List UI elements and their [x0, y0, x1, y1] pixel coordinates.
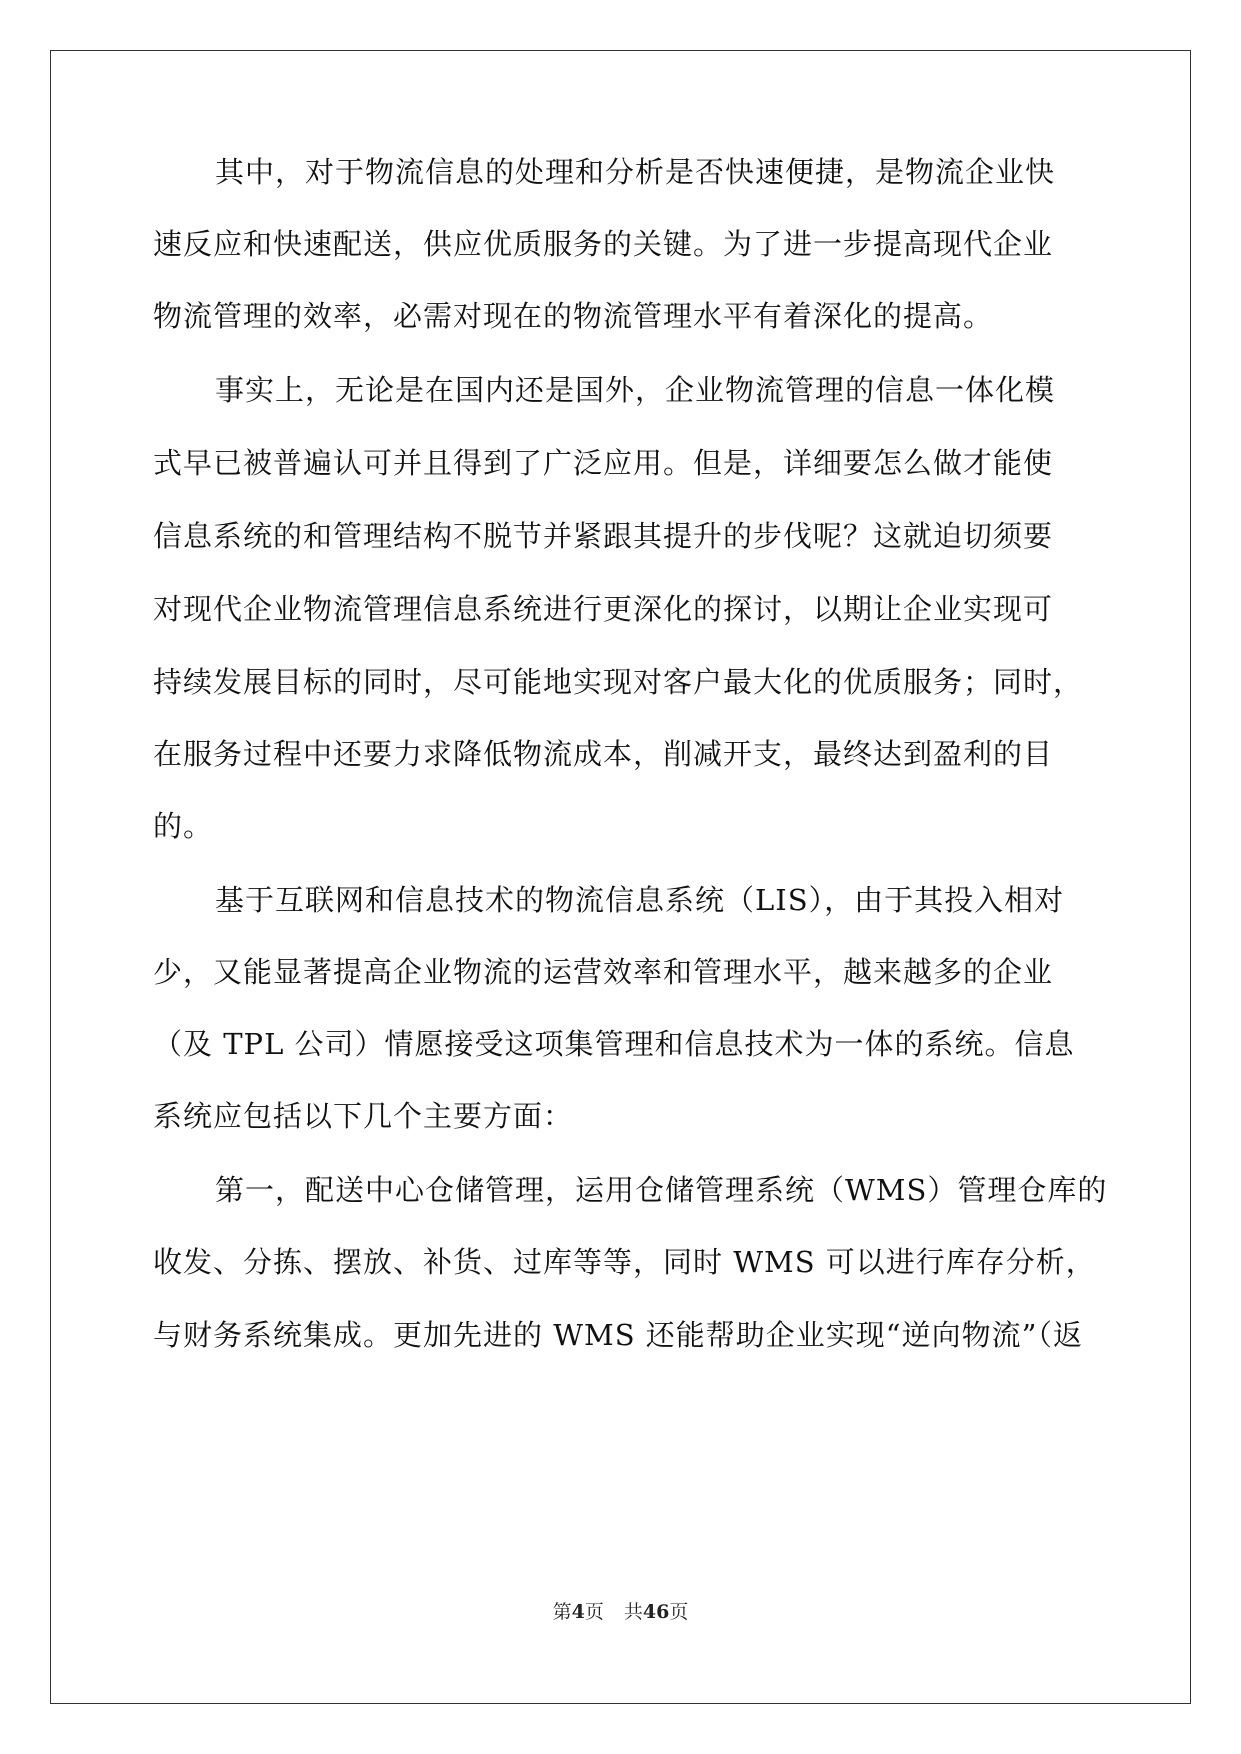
- paragraph-line: 基于互联网和信息技术的物流信息系统（LIS），由于其投入相对: [215, 883, 1065, 917]
- total-pages: 46: [642, 1601, 670, 1623]
- footer-total-suffix: 页: [669, 1601, 689, 1623]
- paragraph-line: 第一，配送中心仓储管理，运用仓储管理系统（WMS）管理仓库的: [215, 1173, 1108, 1207]
- paragraph-line: 持续发展目标的同时，尽可能地实现对客户最大化的优质服务；同时，: [153, 665, 1084, 699]
- paragraph-line: 少，又能显著提高企业物流的运营效率和管理水平，越来越多的企业: [153, 955, 1054, 989]
- paragraph-line: 与财务系统集成。更加先进的 WMS 还能帮助企业实现“逆向物流”（返: [153, 1318, 1083, 1352]
- paragraph-line: 事实上，无论是在国内还是国外，企业物流管理的信息一体化模: [215, 373, 1056, 407]
- footer-prefix: 第: [552, 1601, 572, 1623]
- paragraph-line: 其中，对于物流信息的处理和分析是否快速便捷，是物流企业快: [215, 155, 1056, 189]
- paragraph-line: 收发、分拣、摆放、补货、过库等等，同时 WMS 可以进行库存分析，: [153, 1245, 1096, 1279]
- paragraph-line: 对现代企业物流管理信息系统进行更深化的探讨，以期让企业实现可: [153, 592, 1054, 626]
- footer-page-suffix: 页: [584, 1601, 604, 1623]
- paragraph-line: 在服务过程中还要力求降低物流成本，削减开支，最终达到盈利的目: [153, 737, 1054, 771]
- paragraph-line: 信息系统的和管理结构不脱节并紧跟其提升的步伐呢？这就迫切须要: [153, 519, 1054, 553]
- paragraph-line: 的。: [153, 809, 214, 843]
- paragraph-line: （及 TPL 公司）情愿接受这项集管理和信息技术为一体的系统。信息: [153, 1027, 1075, 1061]
- paragraph-line: 物流管理的效率，必需对现在的物流管理水平有着深化的提高。: [153, 299, 994, 333]
- paragraph-line: 速反应和快速配送，供应优质服务的关键。为了进一步提高现代企业: [153, 227, 1054, 261]
- paragraph-line: 系统应包括以下几个主要方面：: [153, 1099, 574, 1133]
- footer-total-prefix: 共: [623, 1601, 643, 1623]
- paragraph-line: 式早已被普遍认可并且得到了广泛应用。但是，详细要怎么做才能使: [153, 446, 1054, 480]
- page-number: 4: [571, 1601, 585, 1623]
- page-footer: [0, 1600, 1241, 1624]
